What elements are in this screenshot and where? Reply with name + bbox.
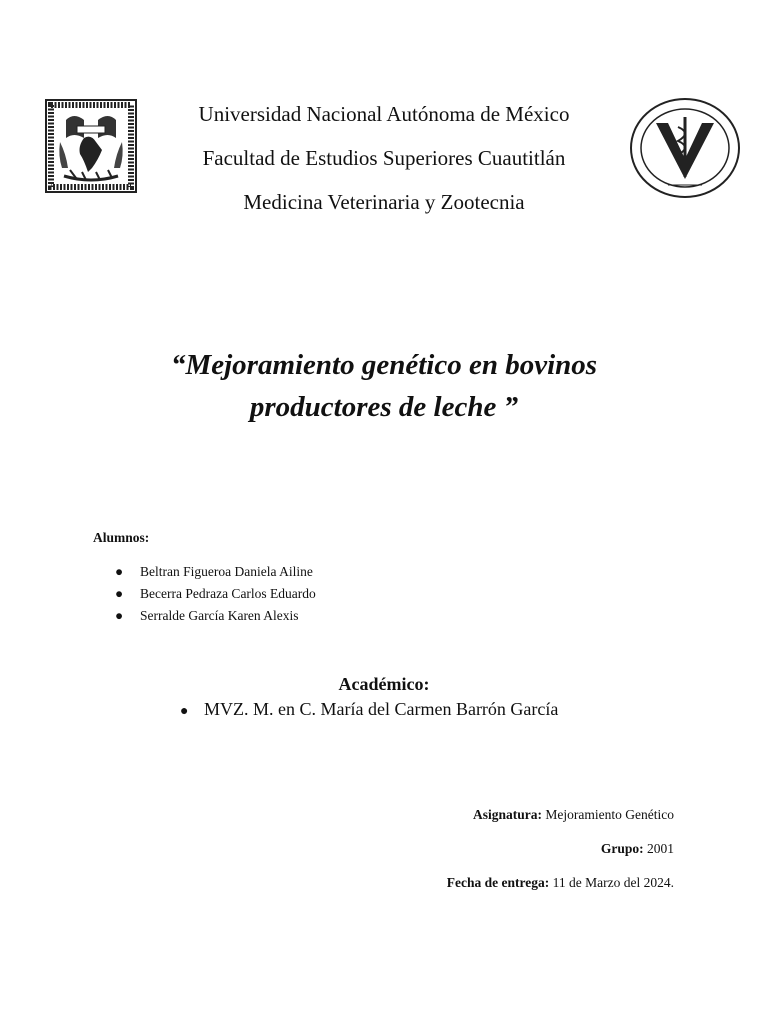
student-name: Becerra Pedraza Carlos Eduardo bbox=[140, 586, 316, 601]
bullet-icon: ● bbox=[115, 608, 124, 623]
students-label: Alumnos: bbox=[93, 530, 150, 545]
title-line-1: “Mejoramiento genético en bovinos bbox=[170, 349, 598, 381]
university-name: Universidad Nacional Autónoma de México bbox=[198, 102, 570, 126]
date-label: Fecha de entrega: bbox=[446, 875, 550, 890]
academic-item bbox=[180, 699, 558, 720]
students-list bbox=[115, 563, 316, 629]
date-line bbox=[447, 875, 674, 891]
list-item bbox=[115, 607, 316, 629]
student-name: Serralde García Karen Alexis bbox=[140, 608, 299, 623]
date-value: 11 de Marzo del 2024. bbox=[549, 875, 674, 890]
academic-name: MVZ. M. en C. María del Carmen Barrón García bbox=[204, 699, 559, 719]
list-item bbox=[115, 563, 316, 585]
list-item bbox=[115, 585, 316, 607]
student-name: Beltran Figueroa Daniela Ailine bbox=[140, 564, 313, 579]
title-line-2: productores de leche ” bbox=[249, 391, 519, 423]
subject-value: Mejoramiento Genético bbox=[542, 807, 674, 822]
bullet-icon: ● bbox=[115, 564, 124, 579]
faculty-name: Facultad de Estudios Superiores Cuautitlán bbox=[202, 146, 566, 170]
career-name: Medicina Veterinaria y Zootecnia bbox=[243, 190, 525, 214]
group-line bbox=[601, 841, 674, 857]
bullet-icon: ● bbox=[115, 586, 124, 601]
bullet-icon: ● bbox=[180, 704, 189, 719]
subject-line bbox=[473, 807, 674, 823]
academic-label: Académico: bbox=[338, 674, 430, 694]
group-value: 2001 bbox=[643, 841, 674, 856]
subject-label: Asignatura: bbox=[473, 807, 543, 822]
document-title bbox=[0, 344, 768, 428]
group-label: Grupo: bbox=[600, 841, 644, 856]
